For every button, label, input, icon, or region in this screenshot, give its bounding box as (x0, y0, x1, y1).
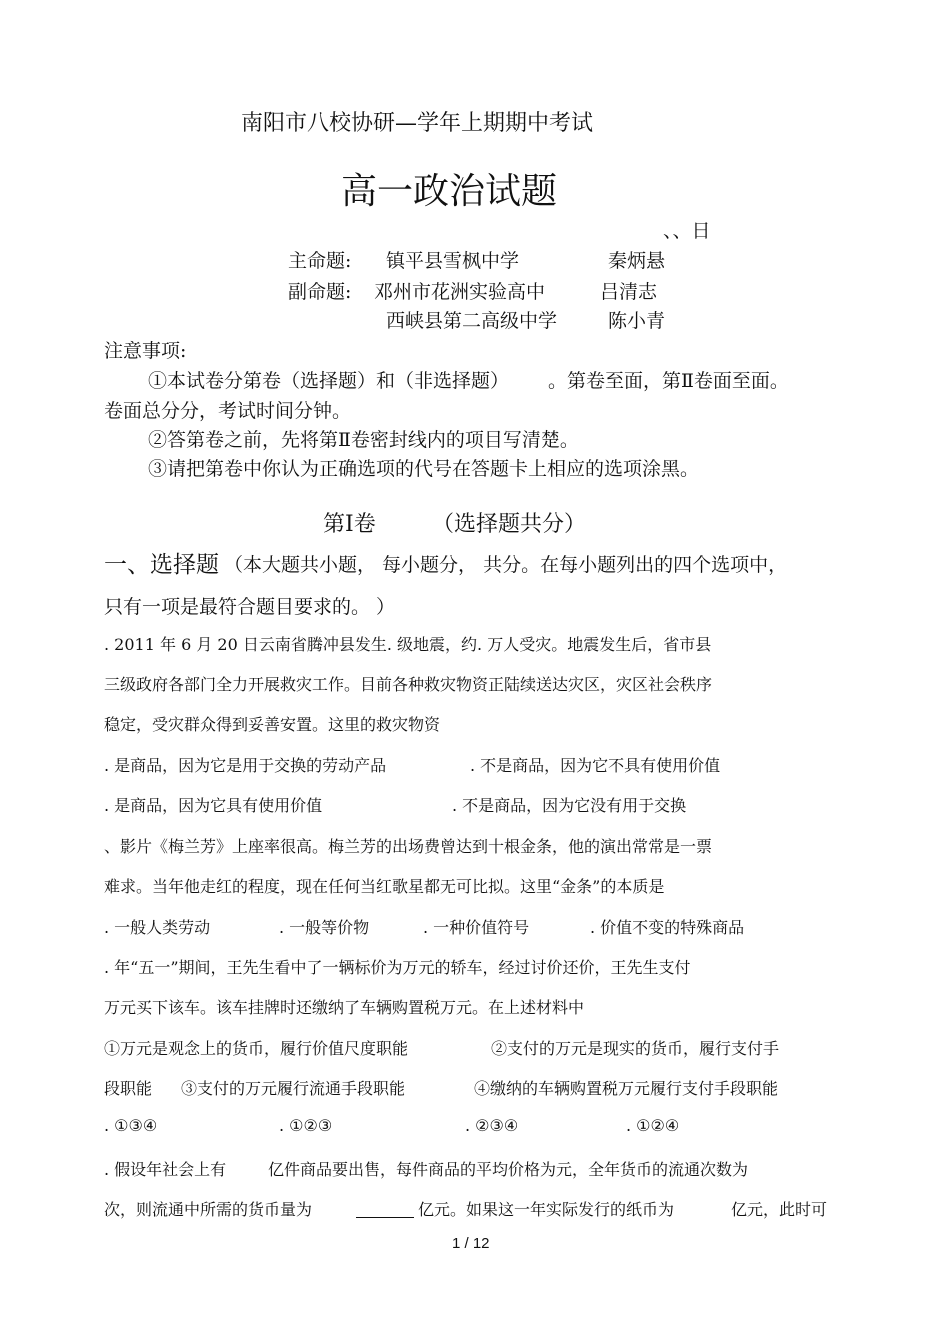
question-1-line: . 2011 年 6 月 20 日云南省腾冲县发生. 级地震，约. 万人受灾。地震发生后，省市县 (104, 635, 712, 654)
note-item-1: ①本试卷分第卷（选择题）和（非选择题） (148, 370, 510, 392)
part-subtitle: （选择题共分） (432, 512, 587, 537)
note-item-1-cont: 。第卷至面，第Ⅱ卷面至面。 (548, 370, 789, 392)
school-title: 南阳市八校协研—学年上期期中考试 (241, 111, 594, 136)
question-1-option-d: . 不是商品，因为它没有用于交换 (452, 796, 687, 815)
deputy-school-2: 西峡县第二高级中学 (386, 310, 558, 332)
question-3-statement-2: ②支付的万元是现实的货币，履行支付手 (491, 1039, 780, 1058)
deputy-name-2: 陈小青 (608, 310, 666, 332)
question-3-option-b: . ①②③ (279, 1116, 333, 1135)
note-item-3: ③请把第卷中你认为正确选项的代号在答题卡上相应的选项涂黑。 (148, 458, 700, 480)
question-4-line: . 假设年社会上有 (104, 1160, 227, 1179)
question-4-line-cont: 亿件商品要出售，每件商品的平均价格为元，全年货币的流通次数为 (268, 1160, 749, 1179)
question-1-option-c: . 是商品，因为它具有使用价值 (104, 796, 323, 815)
page-number: 1 / 12 (452, 1235, 490, 1252)
question-3-statement-3: ③支付的万元履行流通手段职能 (181, 1079, 406, 1098)
question-2-option-d: . 价值不变的特殊商品 (590, 918, 745, 937)
question-1-line: 稳定，受灾群众得到妥善安置。这里的救灾物资 (104, 715, 441, 734)
question-3-statement-1: ①万元是观念上的货币，履行价值尺度职能 (104, 1039, 409, 1058)
question-3-option-d: . ①②④ (626, 1116, 680, 1135)
note-item-2: ②答第卷之前，先将第Ⅱ卷密封线内的项目写清楚。 (148, 429, 579, 451)
deputy-name-1: 吕清志 (600, 281, 658, 303)
notes-heading: 注意事项: (104, 340, 187, 362)
question-4-line-2: 次，则流通中所需的货币量为 (104, 1200, 313, 1219)
chief-school: 镇平县雪枫中学 (386, 250, 520, 272)
deputy-school-1: 邓州市花洲实验高中 (374, 281, 546, 303)
question-3-statement-4: ④缴纳的车辆购置税万元履行支付手段职能 (474, 1079, 779, 1098)
question-3-option-a: . ①③④ (104, 1116, 158, 1135)
question-3-line: 万元买下该车。该车挂牌时还缴纳了车辆购置税万元。在上述材料中 (104, 998, 585, 1017)
question-1-line: 三级政府各部门全力开展救灾工作。目前各种救灾物资正陆续送达灾区，灾区社会秩序 (104, 675, 713, 694)
section-heading: 一、选择题 (104, 552, 219, 578)
question-1-option-a: . 是商品，因为它是用于交换的劳动产品 (104, 756, 387, 775)
question-4-line-2-cont: 亿元。如果这一年实际发行的纸币为 (418, 1200, 675, 1219)
note-item-1-line-2: 卷面总分分，考试时间分钟。 (104, 400, 352, 422)
part-title: 第Ⅰ卷 (323, 512, 376, 537)
question-2-option-b: . 一般等价物 (279, 918, 370, 937)
exam-title: 高一政治试题 (341, 171, 558, 212)
question-3-option-c: . ②③④ (465, 1116, 519, 1135)
chief-name: 秦炳悬 (608, 250, 666, 272)
question-3-line: . 年“五一”期间，王先生看中了一辆标价为万元的轿车，经过讨价还价，王先生支付 (104, 958, 691, 977)
question-2-line: 、影片《梅兰芳》上座率很高。梅兰芳的出场费曾达到十根金条，他的演出常常是一票 (104, 837, 713, 856)
question-4-line-2-end: 亿元，此时可 (731, 1200, 828, 1219)
section-description: （本大题共小题， 每小题分， 共分。在每小题列出的四个选项中， (224, 554, 788, 576)
answer-blank (356, 1199, 414, 1218)
section-description-line-2: 只有一项是最符合题目要求的。 ） (104, 596, 396, 618)
chief-label: 主命题: (288, 250, 352, 272)
question-3-statement-2-cont: 段职能 (104, 1079, 153, 1098)
deputy-label: 副命题: (288, 281, 352, 303)
question-2-option-a: . 一般人类劳动 (104, 918, 211, 937)
question-1-option-b: . 不是商品，因为它不具有使用价值 (470, 756, 721, 775)
question-2-line: 难求。当年他走红的程度，现在任何当红歌星都无可比拟。这里“金条”的本质是 (104, 877, 665, 896)
question-2-option-c: . 一种价值符号 (423, 918, 530, 937)
date-mark: 、、日 (663, 220, 711, 242)
